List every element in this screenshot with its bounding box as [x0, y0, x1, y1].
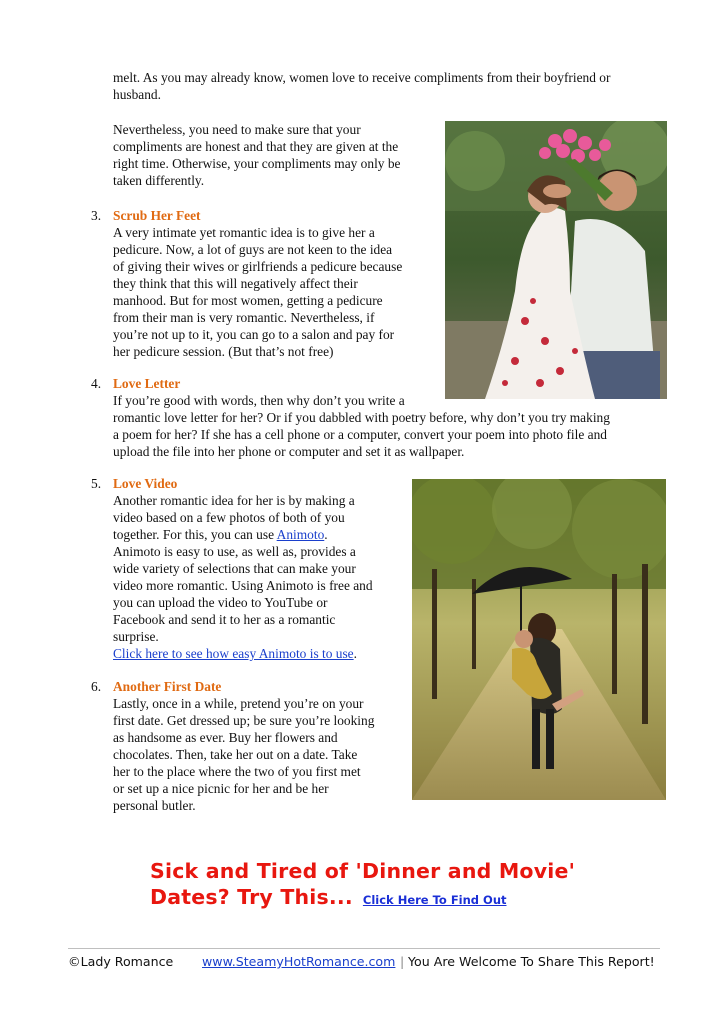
- item-title: Love Letter: [113, 376, 181, 391]
- footer-separator: |: [400, 954, 405, 969]
- intro-para-line: right time. Otherwise, your compliments may only be: [113, 156, 401, 171]
- intro-paragraph: [113, 121, 400, 189]
- item-line: as handsome as ever. Buy her flowers and: [113, 730, 338, 745]
- item-line: wide variety of selections that can make your: [113, 561, 356, 576]
- item-scrub-her-feet: [113, 207, 402, 360]
- item-line: you can upload the video to YouTube or: [113, 595, 328, 610]
- item-line: her pedicure session. (But that’s not free): [113, 344, 334, 359]
- item-line: pedicure. Now, a lot of guys are not keen to the idea: [113, 242, 393, 257]
- item-line: her to the place where the two of you first met: [113, 764, 361, 779]
- animoto-tutorial-link[interactable]: Click here to see how easy Animoto is to use: [113, 646, 354, 661]
- footer-share-note: You Are Welcome To Share This Report!: [408, 954, 655, 969]
- item-line: first date. Get dressed up; be sure you’re looking: [113, 713, 375, 728]
- item-line: romantic love letter for her? Or if you dabbled with poetry before, why don’t you try making: [113, 410, 610, 425]
- item-number: 6.: [91, 679, 102, 694]
- item-line: a poem for her? If she has a cell phone or a computer, convert your poem into photo file and: [113, 427, 608, 442]
- promo-banner[interactable]: [150, 858, 576, 913]
- footer-copyright: ©Lady Romance: [68, 954, 174, 969]
- intro-para-line: Nevertheless, you need to make sure that your: [113, 122, 361, 137]
- item-line: If you’re good with words, then why don’t you write a: [113, 393, 405, 408]
- item-line: [113, 645, 373, 662]
- footer-site-link[interactable]: www.SteamyHotRomance.com: [202, 954, 396, 969]
- item-line-text: .: [353, 646, 357, 661]
- item-line-text: together. For this, you can use: [113, 527, 277, 542]
- item-line: you’re not up to it, you can go to a salon and pay for: [113, 327, 395, 342]
- item-line: or set up a nice picnic for her and be her: [113, 781, 329, 796]
- item-line: Animoto is easy to use, as well as, provides a: [113, 544, 356, 559]
- couple-flowers-photo: [445, 121, 667, 399]
- item-line: Another romantic idea for her is by making a: [113, 493, 355, 508]
- intro-para-line: taken differently.: [113, 173, 205, 188]
- intro-line-1: melt. As you may already know, women love to receive compliments from their boyfriend or: [113, 70, 611, 85]
- item-another-first-date: [113, 678, 374, 814]
- item-line: A very intimate yet romantic idea is to give her a: [113, 225, 375, 240]
- item-number: 3.: [91, 208, 102, 223]
- item-line-text: .: [324, 527, 328, 542]
- promo-headline-1: Sick and Tired of 'Dinner and Movie': [150, 859, 576, 883]
- footer-divider: [68, 948, 660, 949]
- item-line: Lastly, once in a while, pretend you’re on your: [113, 696, 364, 711]
- item-line: upload the file into her phone or computer and set it as wallpaper.: [113, 444, 465, 459]
- item-line: chocolates. Then, take her out on a date. Take: [113, 747, 358, 762]
- item-line: Facebook and send it to her as a romantic: [113, 612, 336, 627]
- item-line: they think that this will negatively affect their: [113, 276, 358, 291]
- item-line: video based on a few photos of both of you: [113, 510, 345, 525]
- item-number: 4.: [91, 376, 102, 391]
- item-love-letter: [113, 375, 610, 460]
- intro-para-line: compliments are honest and that they are given at the: [113, 139, 399, 154]
- item-title: Love Video: [113, 476, 178, 491]
- item-line: of giving their wives or girlfriends a pedicure because: [113, 259, 403, 274]
- item-number: 5.: [91, 476, 102, 491]
- item-line: surprise.: [113, 629, 159, 644]
- item-line: from their man is very romantic. Nevertheless, if: [113, 310, 375, 325]
- couple-umbrella-photo: [412, 479, 666, 800]
- item-line: personal butler.: [113, 798, 196, 813]
- footer: [68, 954, 668, 974]
- item-love-video: [113, 475, 373, 662]
- promo-headline-2-text: Dates? Try This...: [150, 885, 353, 909]
- item-title: Scrub Her Feet: [113, 208, 201, 223]
- animoto-link[interactable]: Animoto: [276, 527, 325, 542]
- item-line: video more romantic. Using Animoto is free and: [113, 578, 373, 593]
- item-line: [113, 526, 373, 543]
- item-title: Another First Date: [113, 679, 222, 694]
- promo-headline-2: [150, 884, 570, 913]
- promo-find-out-link[interactable]: Click Here To Find Out: [362, 893, 507, 907]
- intro-line-2: husband.: [113, 87, 161, 102]
- item-line: manhood. But for most women, getting a pedicure: [113, 293, 383, 308]
